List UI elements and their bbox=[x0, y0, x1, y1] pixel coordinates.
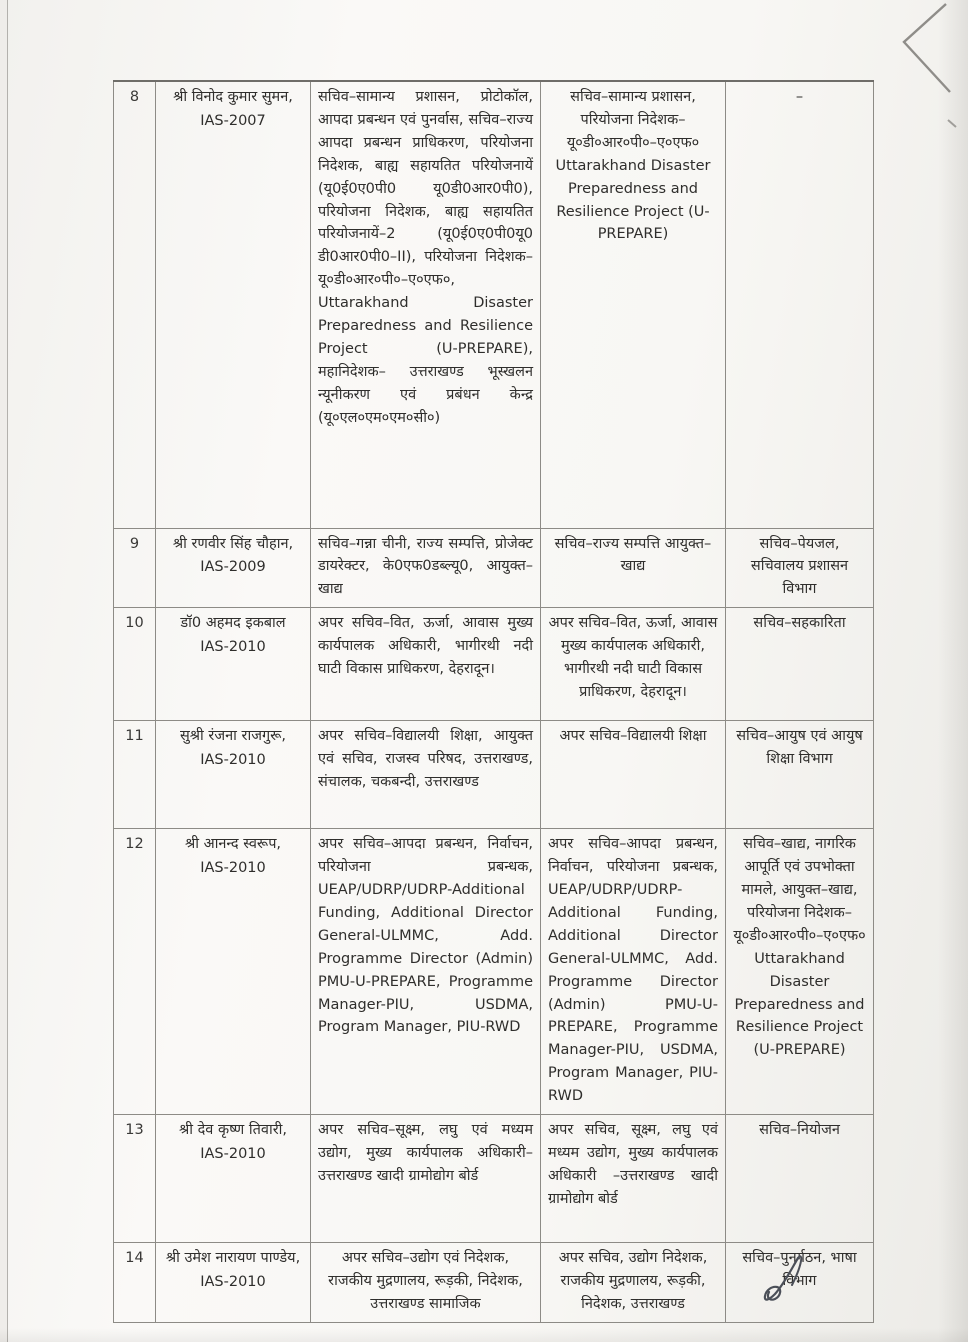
current-posting-cell: अपर सचिव–आपदा प्रबन्धन, निर्वाचन, परियोजना प्रबन्धक, UEAP/UDRP/UDRP-Additional Funding, Additional Director General-ULMMC, Add. Programme Director (Admin) PMU-U-PREPARE, Programme Manager-PIU, USDMA, Program Manager, PIU-RWD bbox=[311, 829, 541, 1115]
officer-batch: IAS-2009 bbox=[200, 559, 266, 576]
officer-posting-table bbox=[113, 80, 874, 1323]
additional-charge-cell: सचिव–पेयजल, सचिवालय प्रशासन विभाग bbox=[726, 528, 874, 608]
new-posting-cell: अपर सचिव, उद्योग निदेशक, राजकीय मुद्रणालय, रूड़की, निदेशक, उत्तराखण्ड bbox=[541, 1243, 726, 1323]
officer-name: श्री आनन्द स्वरूप, bbox=[184, 836, 282, 853]
new-posting-cell: सचिव–राज्य सम्पत्ति आयुक्त–खाद्य bbox=[541, 528, 726, 608]
officer-name-cell bbox=[156, 81, 311, 528]
officer-name: श्री उमेश नारायण पाण्डेय, bbox=[165, 1250, 301, 1267]
table-row bbox=[114, 721, 874, 829]
scan-bottom-shadow bbox=[0, 1328, 968, 1342]
table-row bbox=[114, 528, 874, 608]
serial-number: 8 bbox=[114, 81, 156, 528]
serial-number: 13 bbox=[114, 1115, 156, 1243]
current-posting-cell: अपर सचिव–विद्यालयी शिक्षा, आयुक्त एवं सचिव, राजस्व परिषद, उत्तराखण्ड, संचालक, चकबन्दी, उत्तराखण्ड bbox=[311, 721, 541, 829]
officer-batch: IAS-2007 bbox=[200, 112, 266, 129]
scan-right-shadow bbox=[938, 0, 968, 1342]
table-row bbox=[114, 81, 874, 528]
additional-charge-cell: – bbox=[726, 81, 874, 528]
officer-batch: IAS-2010 bbox=[200, 1146, 266, 1162]
new-posting-cell: सचिव–सामान्य प्रशासन, परियोजना निदेशक– यू०डी०आर०पी०–ए०एफ० Uttarakhand Disaster Preparedness and Resilience Project (U-PREPARE) bbox=[541, 81, 726, 528]
current-posting-cell: सचिव–सामान्य प्रशासन, प्रोटोकॉल, आपदा प्रबन्धन एवं पुनर्वास, सचिव–राज्य आपदा प्रबन्धन प्राधिकरण, परियोजना निदेशक, बाह्य सहायतित परियोजनायें (यू0ई0ए0पी0 यू0डी0आर0पी0), परियोजना निदेशक, बाह्य सहायतित परियोजनायें–2 (यू0ई0ए0पी0यू0 डी0आर0पी0–II), परियोजना निदेशक– यू०डी०आर०पी०–ए०एफ०, Uttarakhand Disaster Preparedness and Resilience Project (U-PREPARE), महानिदेशक– उत्तराखण्ड भूस्खलन न्यूनीकरण एवं प्रबंधन केन्द्र (यू०एल०एम०एम०सी०) bbox=[311, 81, 541, 528]
officer-name: सुश्री रंजना राजगुरू, bbox=[179, 728, 287, 745]
officer-name: श्री देव कृष्ण तिवारी, bbox=[178, 1122, 288, 1139]
table-row bbox=[114, 608, 874, 721]
serial-number: 12 bbox=[114, 829, 156, 1115]
officer-name-cell bbox=[156, 1115, 311, 1243]
new-posting-cell: अपर सचिव, सूक्ष्म, लघु एवं मध्यम उद्योग, मुख्य कार्यपालक अधिकारी –उत्तराखण्ड खादी ग्रामोद्योग बोर्ड bbox=[541, 1115, 726, 1243]
current-posting-cell: सचिव–गन्ना चीनी, राज्य सम्पत्ति, प्रोजेक्ट डायरेक्टर, के0एफ0डब्ल्यू0, आयुक्त–खाद्य bbox=[311, 528, 541, 608]
additional-charge-cell: सचिव–आयुष एवं आयुष शिक्षा विभाग bbox=[726, 721, 874, 829]
officer-name: डॉ0 अहमद इकबाल bbox=[180, 615, 286, 632]
new-posting-cell: अपर सचिव–विद्यालयी शिक्षा bbox=[541, 721, 726, 829]
table-row bbox=[114, 1243, 874, 1323]
scan-left-edge bbox=[0, 0, 8, 1342]
serial-number: 9 bbox=[114, 528, 156, 608]
page-corner-fold-icon bbox=[888, 0, 968, 140]
officer-name: श्री विनोद कुमार सुमन, bbox=[173, 89, 293, 105]
current-posting-cell: अपर सचिव–सूक्ष्म, लघु एवं मध्यम उद्योग, मुख्य कार्यपालक अधिकारी–उत्तराखण्ड खादी ग्रामोद्योग बोर्ड bbox=[311, 1115, 541, 1243]
additional-charge-cell: सचिव–खाद्य, नागरिक आपूर्ति एवं उपभोक्ता मामले, आयुक्त–खाद्य, परियोजना निदेशक– यू०डी०आर०पी०–ए०एफ० Uttarakhand Disaster Preparedness and Resilience Project (U-PREPARE) bbox=[726, 829, 874, 1115]
current-posting-cell: अपर सचिव–उद्योग एवं निदेशक, राजकीय मुद्रणालय, रूड़की, निदेशक, उत्तराखण्ड सामाजिक bbox=[311, 1243, 541, 1323]
current-posting-cell: अपर सचिव–वित, ऊर्जा, आवास मुख्य कार्यपालक अधिकारी, भागीरथी नदी घाटी विकास प्राधिकरण, देहरादून। bbox=[311, 608, 541, 721]
officer-batch: IAS-2010 bbox=[200, 1274, 266, 1290]
additional-charge-cell: सचिव–पुनर्गठन, भाषा विभाग bbox=[726, 1243, 874, 1323]
serial-number: 14 bbox=[114, 1243, 156, 1323]
officer-name-cell bbox=[156, 528, 311, 608]
new-posting-cell: अपर सचिव–वित, ऊर्जा, आवास मुख्य कार्यपालक अधिकारी, भागीरथी नदी घाटी विकास प्राधिकरण, देहरादून। bbox=[541, 608, 726, 721]
officer-name-cell bbox=[156, 608, 311, 721]
officer-name: श्री रणवीर सिंह चौहान, bbox=[172, 535, 294, 552]
signature-mark bbox=[762, 1252, 842, 1322]
table-row bbox=[114, 1115, 874, 1243]
officer-batch: IAS-2010 bbox=[200, 639, 266, 656]
additional-charge-cell: सचिव–नियोजन bbox=[726, 1115, 874, 1243]
table-row bbox=[114, 829, 874, 1115]
serial-number: 11 bbox=[114, 721, 156, 829]
additional-charge-cell: सचिव–सहकारिता bbox=[726, 608, 874, 721]
serial-number: 10 bbox=[114, 608, 156, 721]
officer-name-cell bbox=[156, 721, 311, 829]
officer-batch: IAS-2010 bbox=[200, 752, 266, 769]
officer-name-cell bbox=[156, 1243, 311, 1323]
officer-name-cell bbox=[156, 829, 311, 1115]
officer-batch: IAS-2010 bbox=[200, 860, 266, 877]
new-posting-cell: अपर सचिव–आपदा प्रबन्धन, निर्वाचन, परियोजना प्रबन्धक, UEAP/UDRP/UDRP-Additional Funding, Additional Director General-ULMMC, Add. Programme Director (Admin) PMU-U-PREPARE, Programme Manager-PIU, USDMA, Program Manager, PIU-RWD bbox=[541, 829, 726, 1115]
